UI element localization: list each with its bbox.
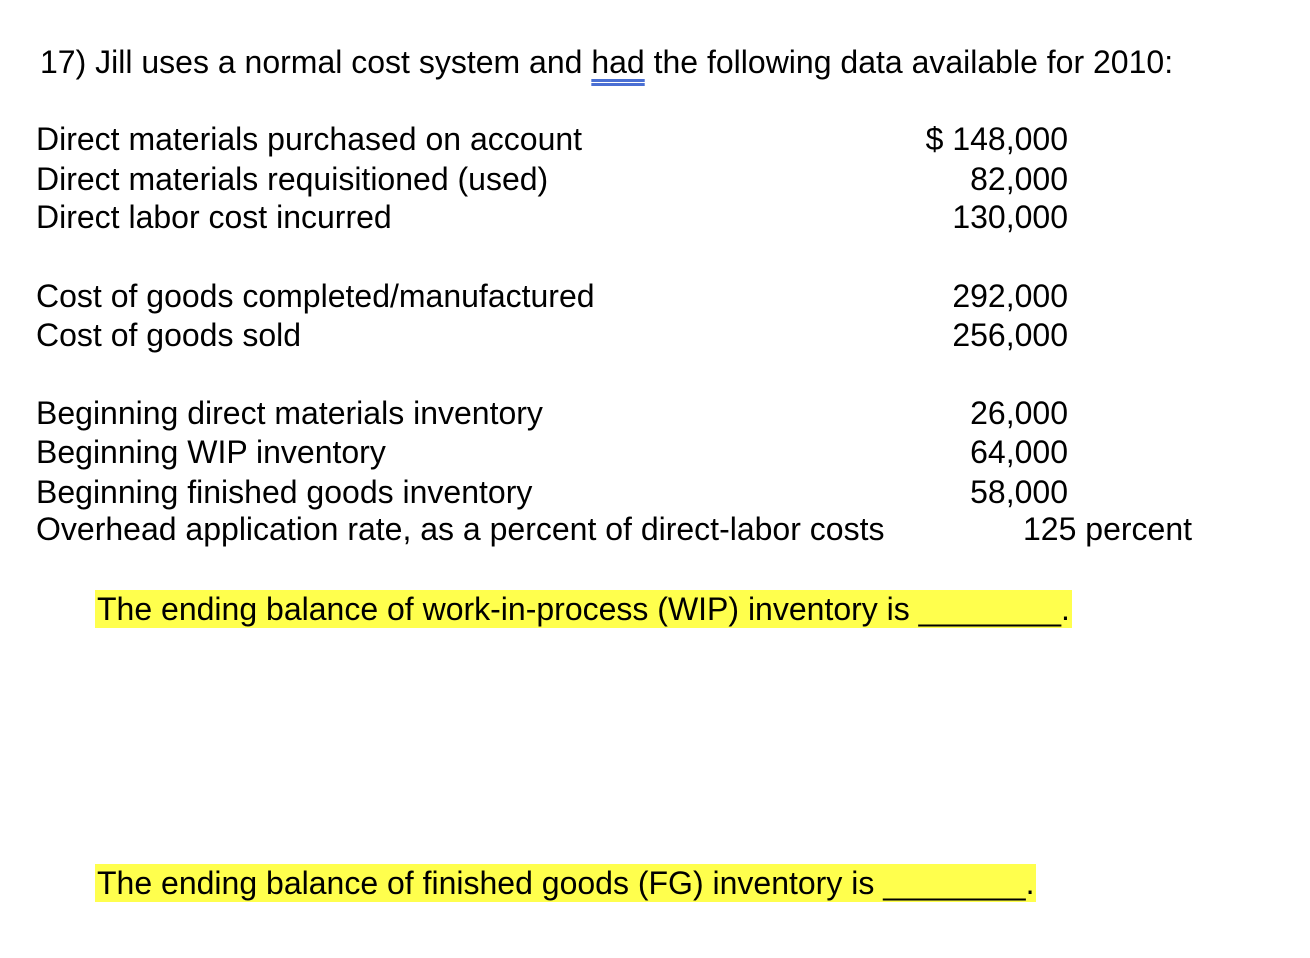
- question-intro-after: the following data available for 2010:: [653, 44, 1174, 80]
- item-label-overhead-rate: Overhead application rate, as a percent of direct-labor costs: [36, 511, 885, 547]
- item-value-beginning-wip-inventory: 64,000: [970, 434, 1068, 470]
- question-number: 17): [40, 44, 87, 80]
- item-label-beginning-wip-inventory: Beginning WIP inventory: [36, 434, 386, 470]
- item-label-beginning-dm-inventory: Beginning direct materials inventory: [36, 395, 543, 431]
- item-value-cost-of-goods-manufactured: 292,000: [952, 278, 1068, 314]
- question-intro-before: Jill uses a normal cost system and: [95, 44, 583, 80]
- item-label-direct-materials-used: Direct materials requisitioned (used): [36, 161, 549, 197]
- item-label-direct-materials-purchased: Direct materials purchased on account: [36, 121, 583, 157]
- item-label-cost-of-goods-sold: Cost of goods sold: [36, 317, 302, 353]
- prompt-ending-fg: The ending balance of finished goods (FG) inventory is ________.: [97, 865, 1035, 901]
- item-value-beginning-dm-inventory: 26,000: [970, 395, 1068, 431]
- item-value-beginning-fg-inventory: 58,000: [970, 474, 1068, 510]
- item-value-cost-of-goods-sold: 256,000: [952, 317, 1068, 353]
- question-title: [40, 43, 1173, 81]
- item-label-beginning-fg-inventory: Beginning finished goods inventory: [36, 474, 533, 510]
- flagged-word: had: [591, 44, 645, 80]
- item-value-direct-materials-purchased: $ 148,000: [925, 121, 1068, 157]
- item-value-direct-materials-used: 82,000: [970, 161, 1068, 197]
- item-label-cost-of-goods-manufactured: Cost of goods completed/manufactured: [36, 278, 595, 314]
- item-value-overhead-rate: 125 percent: [1022, 511, 1192, 547]
- item-value-direct-labor: 130,000: [952, 199, 1068, 235]
- prompt-ending-wip: The ending balance of work-in-process (WIP) inventory is ________.: [97, 591, 1070, 627]
- item-label-direct-labor: Direct labor cost incurred: [36, 199, 392, 235]
